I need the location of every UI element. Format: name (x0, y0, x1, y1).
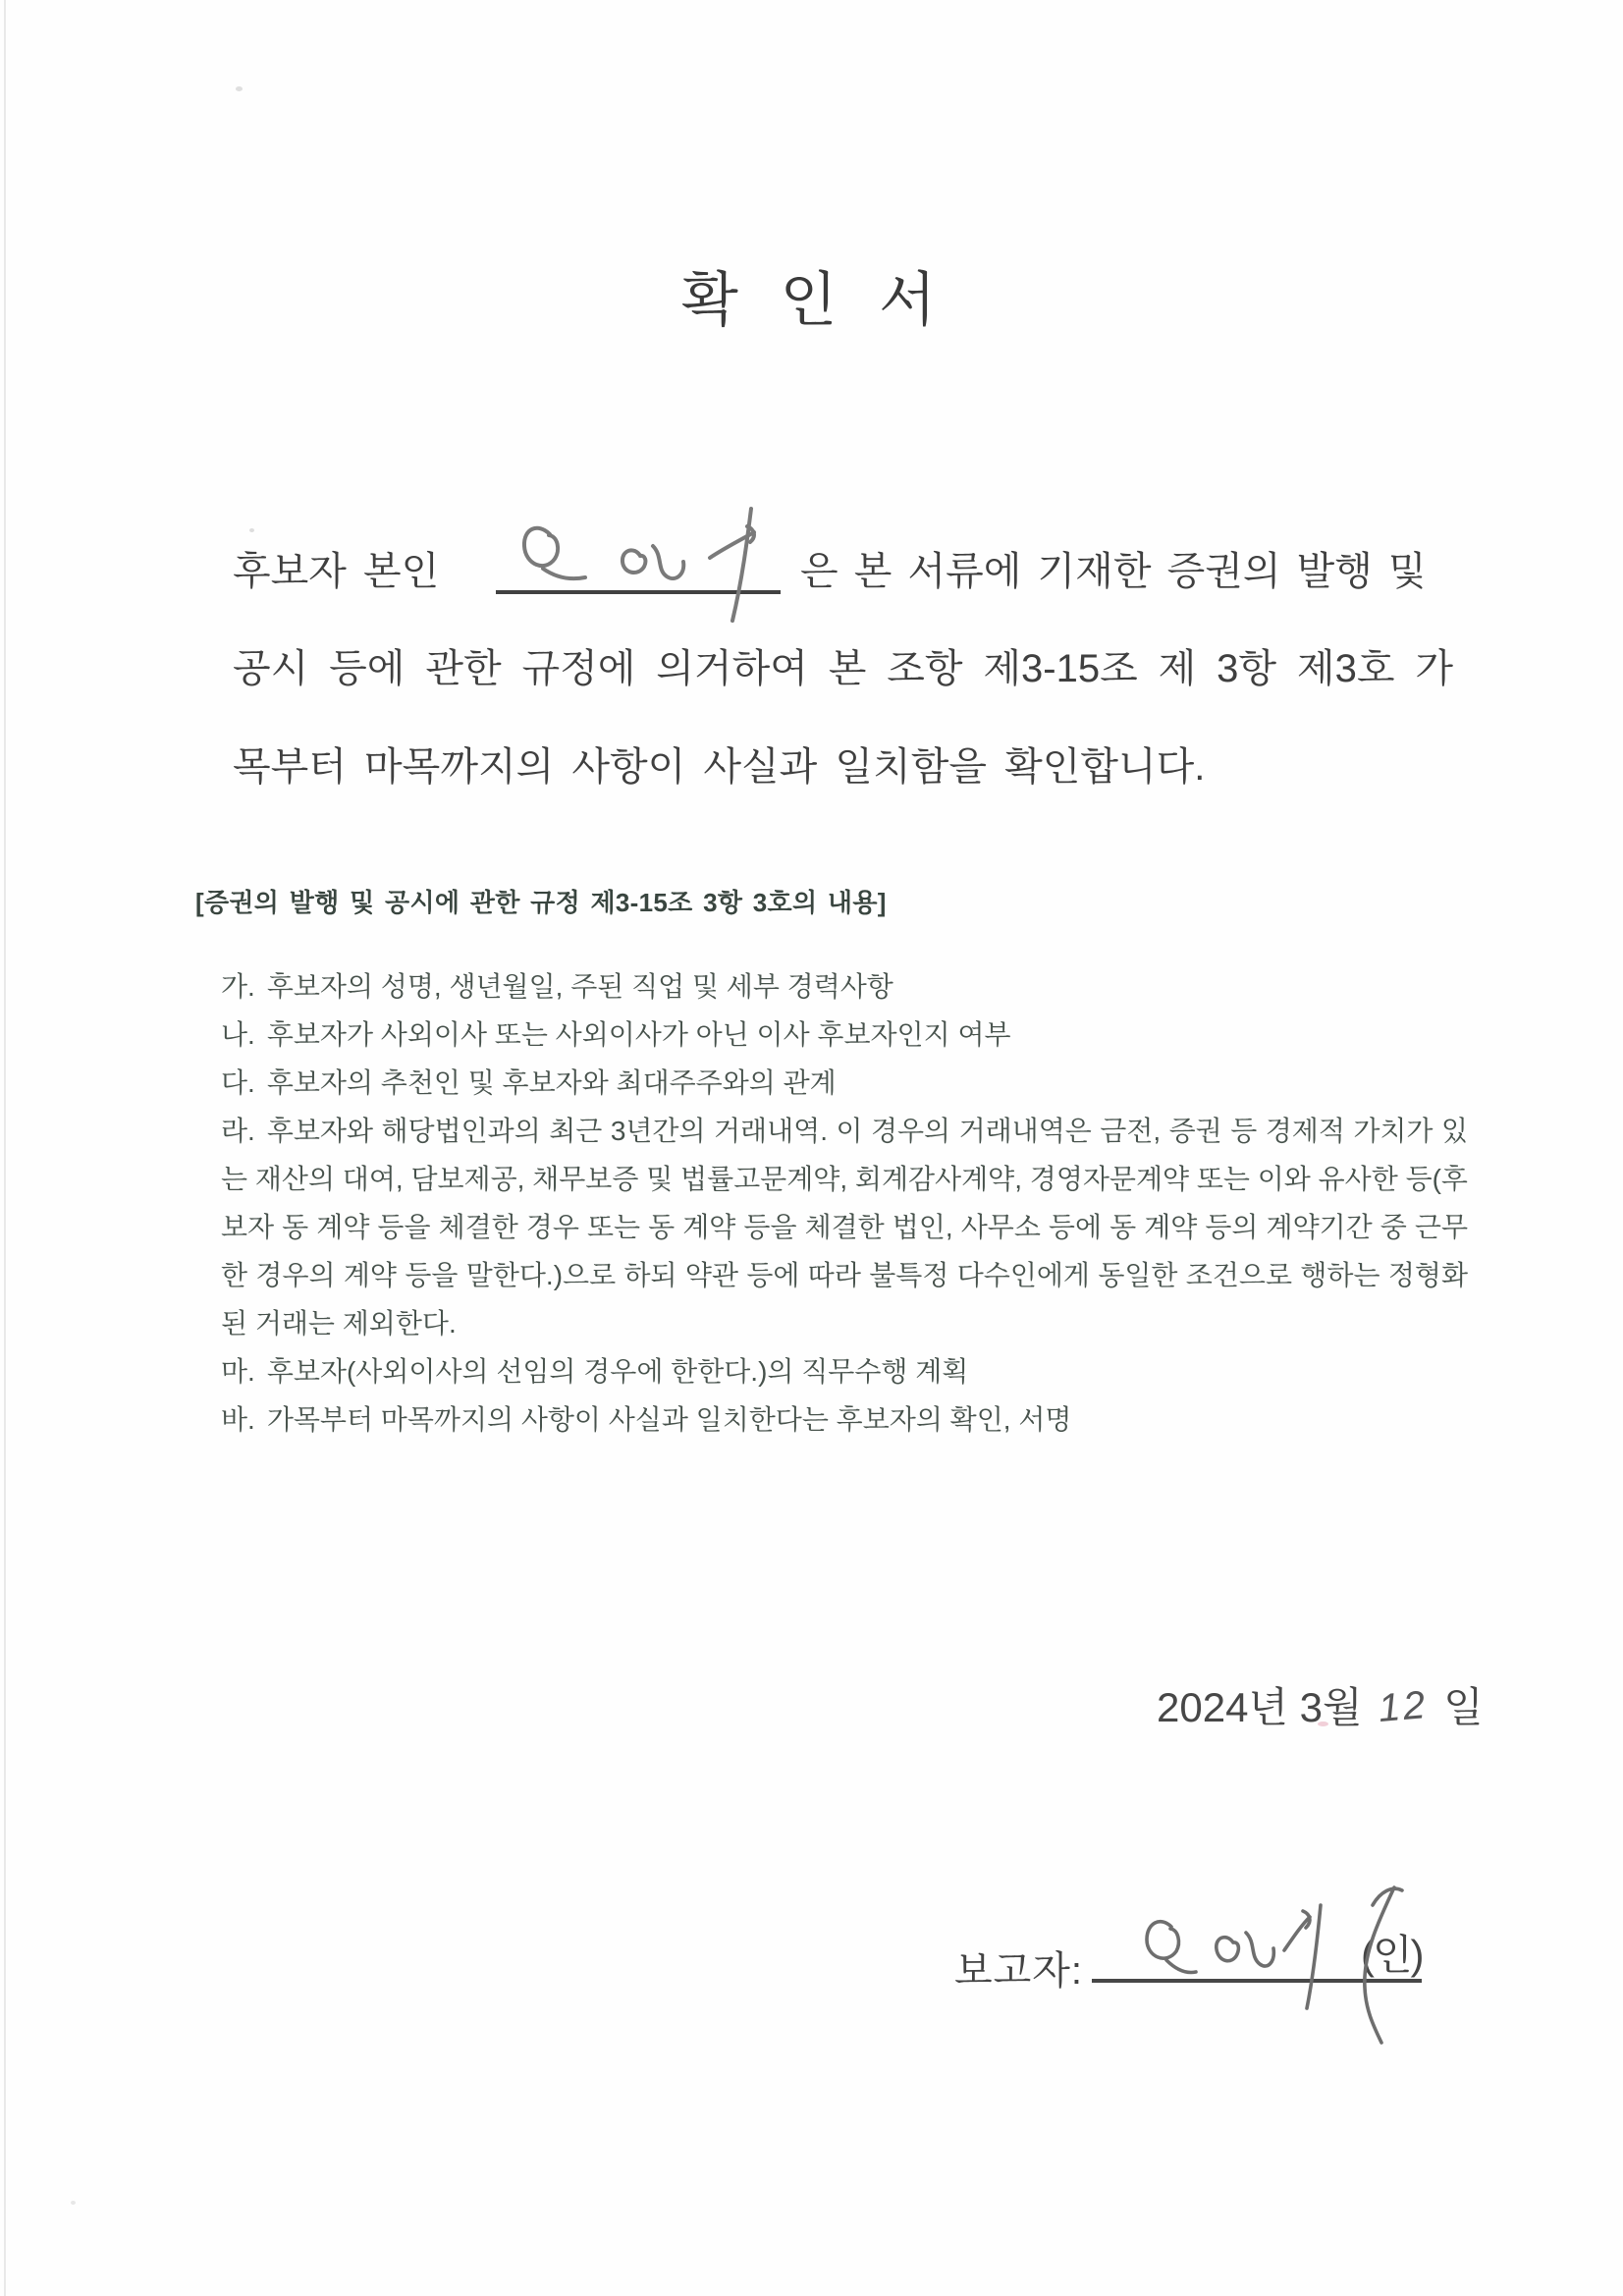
scan-speck (71, 2201, 76, 2205)
regulation-item-ba (221, 1395, 1468, 1444)
item-marker: 바. (221, 1404, 255, 1435)
regulation-heading: [증권의 발행 및 공시에 관한 규정 제3-15조 3항 3호의 내용] (195, 888, 887, 917)
reporter-label: 보고자: (954, 1949, 1084, 1993)
item-text: 후보자가 사외이사 또는 사외이사가 아닌 이사 후보자인지 여부 (266, 1019, 1011, 1050)
reporter-signature-name (0, 0, 1, 1)
item-text: 후보자(사외이사의 선임의 경우에 한한다.)의 직무수행 계획 (266, 1356, 969, 1387)
item-marker: 가. (221, 971, 255, 1002)
document-title: 확 인 서 (680, 267, 943, 333)
item-marker: 마. (221, 1356, 255, 1387)
scan-speck (249, 528, 254, 532)
seal-placeholder: (인) (1361, 1932, 1423, 1978)
date-printed-prefix: 2024년 3월 (1157, 1684, 1363, 1730)
date-handwritten-day: 12 (1376, 1682, 1430, 1731)
item-marker: 다. (221, 1067, 255, 1098)
regulation-item-list (221, 962, 1468, 1444)
item-marker: 라. (221, 1116, 255, 1146)
candidate-signature-name (0, 0, 1, 1)
statement-line2: 공시 등에 관한 규정에 의거하여 본 조항 제3-15조 제 3항 제3호 가 (233, 647, 1453, 690)
scan-edge-shadow (4, 0, 6, 2296)
statement-line3: 목부터 마목까지의 사항이 사실과 일치함을 확인합니다. (233, 745, 1206, 789)
date-line (1157, 1675, 1484, 1734)
regulation-item-na (221, 1011, 1468, 1059)
regulation-item-ga (221, 962, 1468, 1011)
item-text: 후보자와 해당법인과의 최근 3년간의 거래내역. 이 경우의 거래내역은 금전, 증권 등 경제적 가치가 있는 재산의 대여, 담보제공, 채무보증 및 법률고문계약, 회계감사계약, 경영자문계약 또는 이와 유사한 등(후보자 동 계약 등을 체결한 경우 또는 동 계약 등을 체결한 법인, 사무소 등에 동 계약 등의 계약기간 중 근무한 경우의 계약 등을 말한다.)으로 하되 약관 등에 따라 불특정 다수인에게 동일한 조건으로 행하는 정형화된 거래는 제외한다. (221, 1116, 1468, 1339)
reporter-handwritten-signature (1117, 1878, 1412, 2054)
item-text: 후보자의 성명, 생년월일, 주된 직업 및 세부 경력사항 (266, 971, 893, 1002)
scan-speck (236, 86, 243, 91)
regulation-item-ra (221, 1107, 1468, 1347)
item-marker: 나. (221, 1019, 255, 1050)
date-printed-suffix: 일 (1443, 1684, 1484, 1730)
regulation-item-da (221, 1059, 1468, 1107)
statement-line1-prefix: 후보자 본인 (233, 550, 440, 593)
regulation-item-ma (221, 1347, 1468, 1395)
statement-line1-suffix: 은 본 서류에 기재한 증권의 발행 및 (800, 550, 1427, 593)
candidate-handwritten-signature (491, 483, 785, 630)
item-text: 가목부터 마목까지의 사항이 사실과 일치한다는 후보자의 확인, 서명 (266, 1404, 1072, 1435)
item-text: 후보자의 추천인 및 후보자와 최대주주와의 관계 (266, 1067, 837, 1098)
